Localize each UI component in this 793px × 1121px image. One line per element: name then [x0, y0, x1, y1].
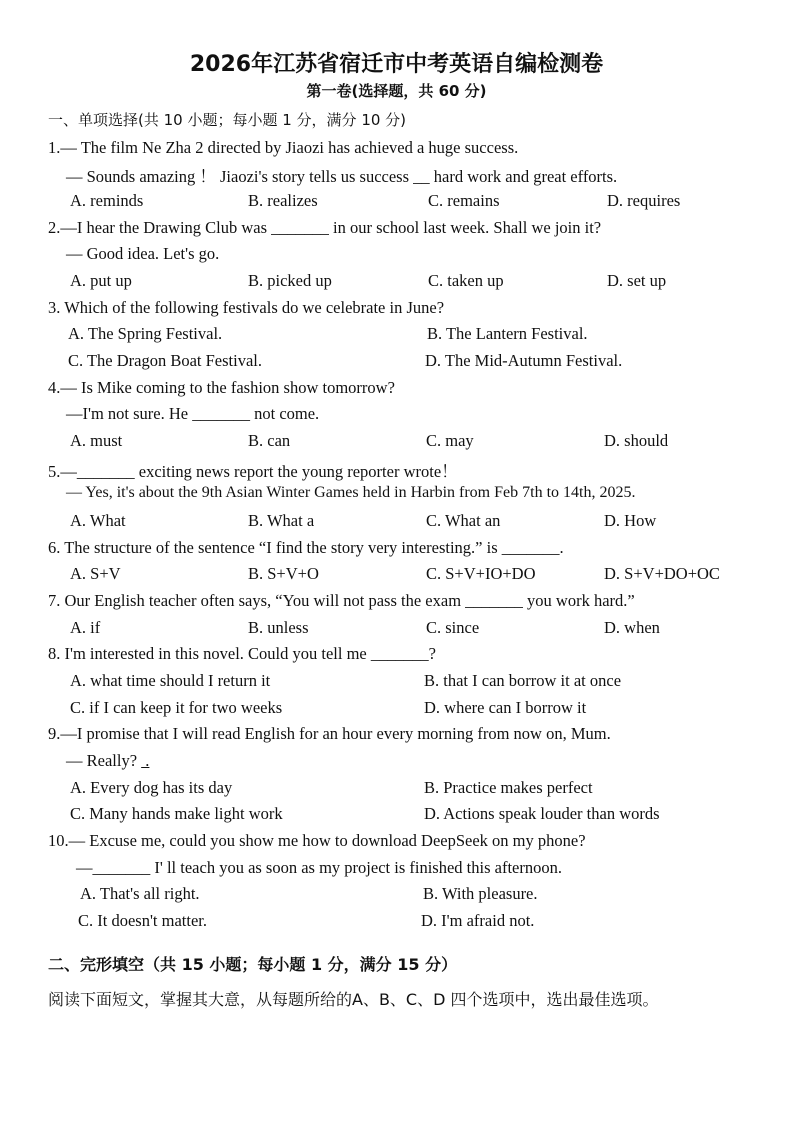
q3-option-c: C. The Dragon Boat Festival. — [68, 351, 263, 370]
q6-option-c: C. S+V+IO+DO — [426, 564, 536, 583]
question-1-response: — Sounds amazing ！ Jiaozi's story tells us success __ hard work and great efforts. — [66, 167, 618, 186]
q7-option-b: B. unless — [248, 618, 309, 637]
q8-option-b: B. that I can borrow it at once — [424, 671, 622, 690]
q2-option-b: B. picked up — [248, 271, 332, 290]
question-10-response: —_______ I' ll teach you as soon as my project is finished this afternoon. — [76, 858, 562, 877]
q8-option-a: A. what time should I return it — [70, 671, 271, 690]
q4-option-b: B. can — [248, 431, 291, 450]
section-heading-cloze: 二、完形填空（共 15 小题；每小题 1 分，满分 15 分） — [48, 955, 458, 974]
q9-option-b: B. Practice makes perfect — [424, 778, 593, 797]
q10-option-d: D. I'm afraid not. — [421, 911, 535, 930]
q8-option-c: C. if I can keep it for two weeks — [70, 698, 283, 717]
q7-option-d: D. when — [604, 618, 660, 637]
q10-option-a: A. That's all right. — [80, 884, 200, 903]
q7-option-c: C. since — [426, 618, 480, 637]
q4-option-c: C. may — [426, 431, 474, 450]
q3-option-b: B. The Lantern Festival. — [427, 324, 588, 343]
question-8-text: 8. I'm interested in this novel. Could you tell me _______? — [48, 644, 436, 663]
q5-option-b: B. What a — [248, 511, 315, 530]
q10-option-c: C. It doesn't matter. — [78, 911, 207, 930]
question-3-text: 3. Which of the following festivals do we celebrate in June? — [48, 298, 445, 317]
q10-option-b: B. With pleasure. — [423, 884, 538, 903]
q7-option-a: A. if — [70, 618, 101, 637]
answer-blank: . — [141, 751, 150, 770]
question-9-response-text: — Really? — [66, 751, 142, 770]
question-6-text: 6. The structure of the sentence “I find the story very interesting.” is _______. — [48, 538, 564, 557]
question-1-text: 1.— The film Ne Zha 2 directed by Jiaozi has achieved a huge success. — [48, 138, 519, 157]
question-2-text: 2.—I hear the Drawing Club was _______ in our school last week. Shall we join it? — [48, 218, 602, 237]
q4-option-a: A. must — [70, 431, 123, 450]
question-10-text: 10.— Excuse me, could you show me how to download DeepSeek on my phone? — [48, 831, 586, 850]
q4-option-d: D. should — [604, 431, 669, 450]
q3-option-d: D. The Mid-Autumn Festival. — [425, 351, 623, 370]
question-9-response — [66, 751, 149, 771]
q6-option-b: B. S+V+O — [248, 564, 319, 583]
question-5-text: 5.—_______ exciting news report the young reporter wrote！ — [48, 462, 458, 481]
q9-option-d: D. Actions speak louder than words — [424, 804, 660, 823]
cloze-instructions: 阅读下面短文，掌握其大意，从每题所给的A、B、C、D 四个选项中，选出最佳选项。 — [48, 990, 659, 1009]
q5-option-d: D. How — [604, 511, 657, 530]
question-7-text: 7. Our English teacher often says, “You will not pass the exam _______ you work hard.” — [48, 591, 635, 610]
q6-option-a: A. S+V — [70, 564, 121, 583]
volume-subtitle: 第一卷(选择题，共 60 分) — [306, 82, 487, 100]
q6-option-d: D. S+V+DO+OC — [604, 564, 720, 583]
q5-option-c: C. What an — [426, 511, 501, 530]
q1-option-c: C. remains — [428, 191, 500, 210]
q1-option-b: B. realizes — [248, 191, 318, 210]
q3-option-a: A. The Spring Festival. — [68, 324, 223, 343]
q9-option-a: A. Every dog has its day — [70, 778, 233, 797]
q1-option-a: A. reminds — [70, 191, 144, 210]
q5-option-a: A. What — [70, 511, 126, 530]
question-2-response: — Good idea. Let's go. — [66, 244, 220, 263]
exam-title: 2026年江苏省宿迁市中考英语自编检测卷 — [189, 52, 604, 77]
q8-option-d: D. where can I borrow it — [424, 698, 587, 717]
q2-option-c: C. taken up — [428, 271, 504, 290]
question-4-response: —I'm not sure. He _______ not come. — [66, 404, 320, 423]
q9-option-c: C. Many hands make light work — [70, 804, 283, 823]
section-heading-multiple-choice: 一、单项选择(共 10 小题；每小题 1 分，满分 10 分) — [48, 111, 407, 129]
question-9-text: 9.—I promise that I will read English for an hour every morning from now on, Mum. — [48, 724, 611, 743]
question-4-text: 4.— Is Mike coming to the fashion show tomorrow? — [48, 378, 395, 397]
question-5-response: — Yes, it's about the 9th Asian Winter Games held in Harbin from Feb 7th to 14th, 2025. — [66, 484, 636, 501]
q2-option-d: D. set up — [607, 271, 667, 290]
q2-option-a: A. put up — [70, 271, 132, 290]
q1-option-d: D. requires — [607, 191, 681, 210]
